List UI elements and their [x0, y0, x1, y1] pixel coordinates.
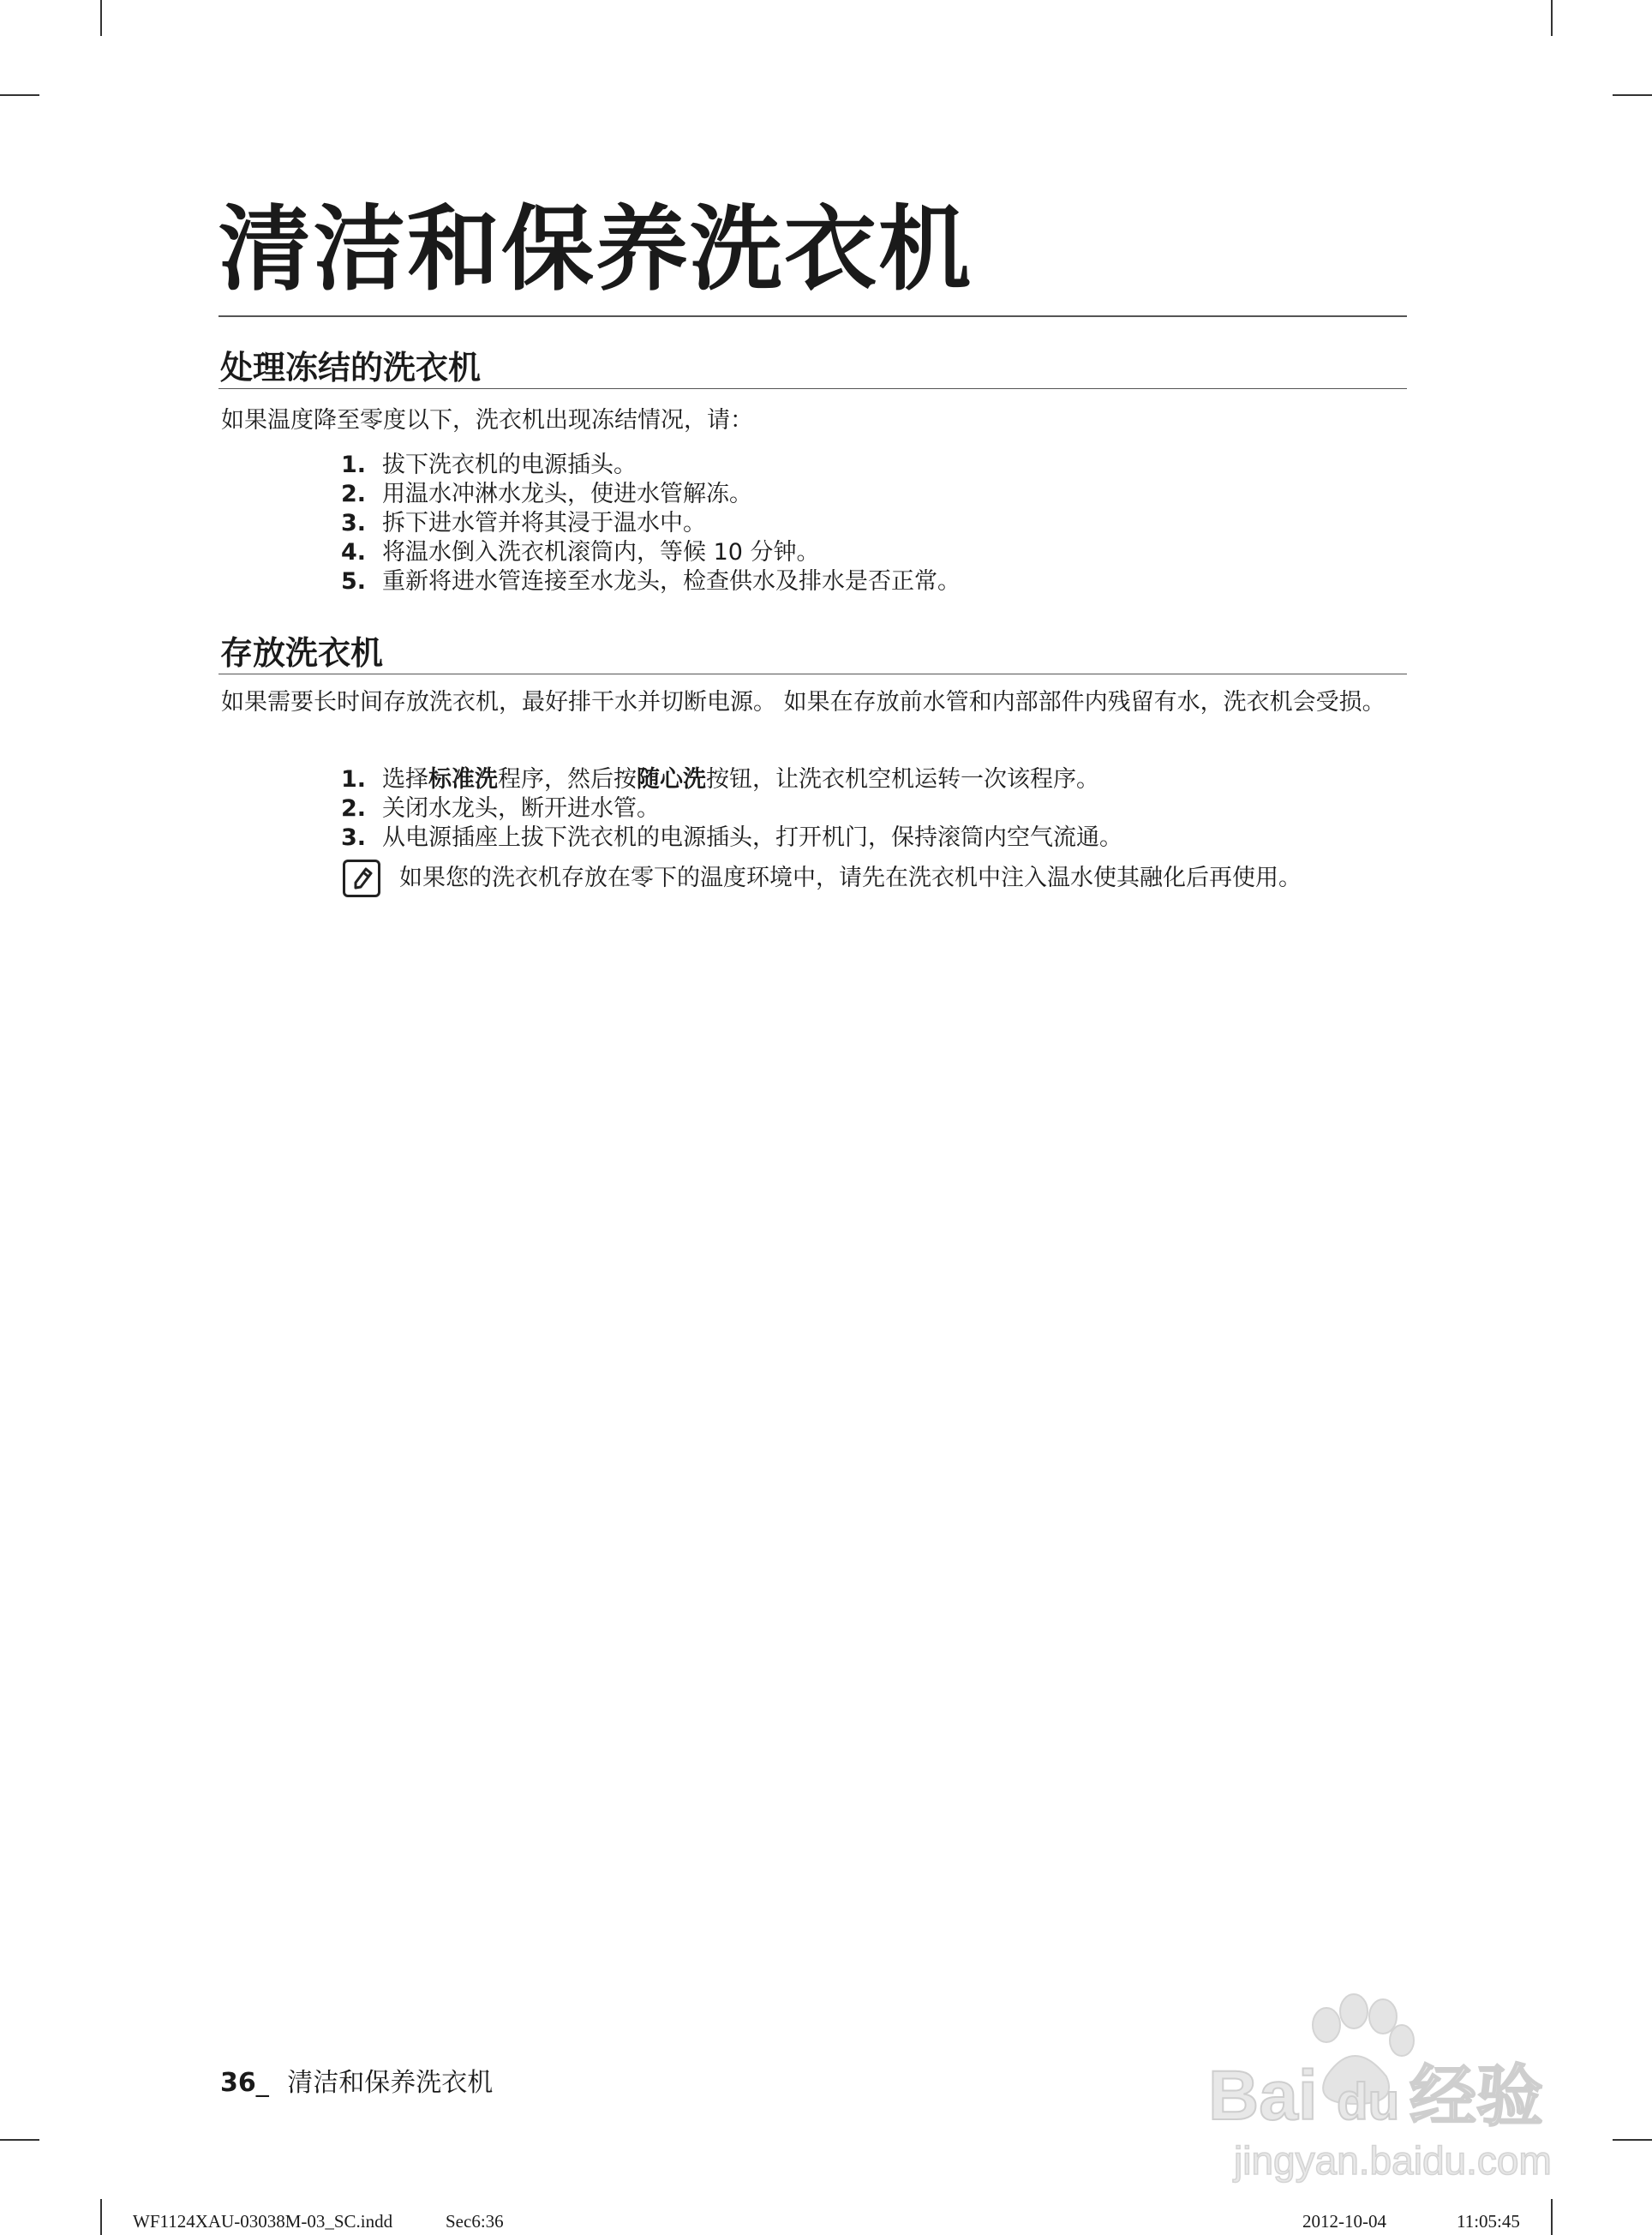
step-text: 用温水冲淋水龙头，使进水管解冻。: [382, 481, 752, 507]
section-intro-frozen: 如果温度降至零度以下，洗衣机出现冻结情况，请：: [221, 407, 753, 434]
step-number: 1.: [341, 452, 367, 478]
watermark-brand-du: du: [1337, 2073, 1400, 2130]
step-number: 3.: [341, 510, 367, 536]
footer-section-label: 清洁和保养洗衣机: [287, 2068, 494, 2098]
step-text-part: 按钮，让洗衣机空机运转一次该程序。: [706, 766, 1099, 793]
title-divider: [218, 315, 1407, 317]
baidu-jingyan-watermark: [1174, 1975, 1559, 2215]
watermark-brand-cn: 经验: [1410, 2058, 1544, 2136]
button-name-quick: 随心洗: [637, 766, 706, 793]
page-footer: [220, 2061, 493, 2099]
step-number: 1.: [341, 766, 367, 793]
step-text: 从电源插座上拔下洗衣机的电源插头，打开机门，保持滚筒内空气流通。: [382, 824, 1122, 851]
slug-time: 11:05:45: [1457, 2211, 1520, 2232]
step-text: 拔下洗衣机的电源插头。: [382, 452, 637, 478]
step-number: 5.: [341, 568, 367, 595]
crop-mark: [100, 0, 102, 36]
slug-date: 2012-10-04: [1302, 2211, 1386, 2232]
page-title: 清洁和保养洗衣机: [218, 196, 973, 303]
section-title-storage: 存放洗衣机: [220, 634, 384, 672]
watermark-brand-latin: Bai: [1208, 2057, 1318, 2135]
list-item: [341, 509, 961, 538]
step-number: 3.: [341, 824, 367, 851]
page-number: 36: [220, 2068, 256, 2098]
crop-mark: [100, 2199, 102, 2235]
steps-storage: [341, 765, 1122, 853]
list-item: [341, 765, 1122, 794]
step-number: 2.: [341, 795, 367, 822]
step-text: 将温水倒入洗衣机滚筒内，等候 10 分钟。: [382, 539, 820, 566]
step-text: [382, 765, 1099, 794]
program-name-standard: 标准洗: [428, 766, 498, 793]
section-title-frozen: 处理冻结的洗衣机: [220, 349, 482, 386]
step-text: 关闭水龙头，断开进水管。: [382, 795, 660, 822]
list-item: [341, 480, 961, 509]
step-text-part: 程序，然后按: [498, 766, 637, 793]
list-item: [341, 538, 961, 567]
crop-mark: [1613, 94, 1652, 96]
slug-file: WF1124XAU-03038M-03_SC.indd: [133, 2211, 393, 2232]
section-intro-storage: 如果需要长时间存放洗衣机，最好排干水并切断电源。 如果在存放前水管和内部部件内残留有水，洗衣机会受损。: [221, 689, 1386, 716]
list-item: [341, 451, 961, 480]
list-item: [341, 824, 1122, 853]
step-number: 4.: [341, 539, 367, 566]
note-text: 如果您的洗衣机存放在零下的温度环境中，请先在洗衣机中注入温水使其融化后再使用。: [399, 865, 1302, 891]
crop-mark: [0, 2139, 39, 2141]
note-pencil-icon: [343, 860, 380, 897]
step-text: 拆下进水管并将其浸于温水中。: [382, 510, 706, 536]
crop-mark: [0, 94, 39, 96]
list-item: [341, 794, 1122, 824]
crop-mark: [1613, 2139, 1652, 2141]
section-divider: [218, 388, 1407, 389]
step-number: 2.: [341, 481, 367, 507]
note: [343, 860, 1302, 897]
step-text-part: 选择: [382, 766, 428, 793]
list-item: [341, 567, 961, 596]
crop-mark: [1551, 0, 1553, 36]
slug-section: Sec6:36: [446, 2211, 504, 2232]
page-number-separator: _: [255, 2068, 269, 2098]
watermark-url: jingyan.baidu.com: [1234, 2138, 1552, 2183]
steps-frozen: [341, 451, 961, 596]
step-text: 重新将进水管连接至水龙头，检查供水及排水是否正常。: [382, 568, 961, 595]
